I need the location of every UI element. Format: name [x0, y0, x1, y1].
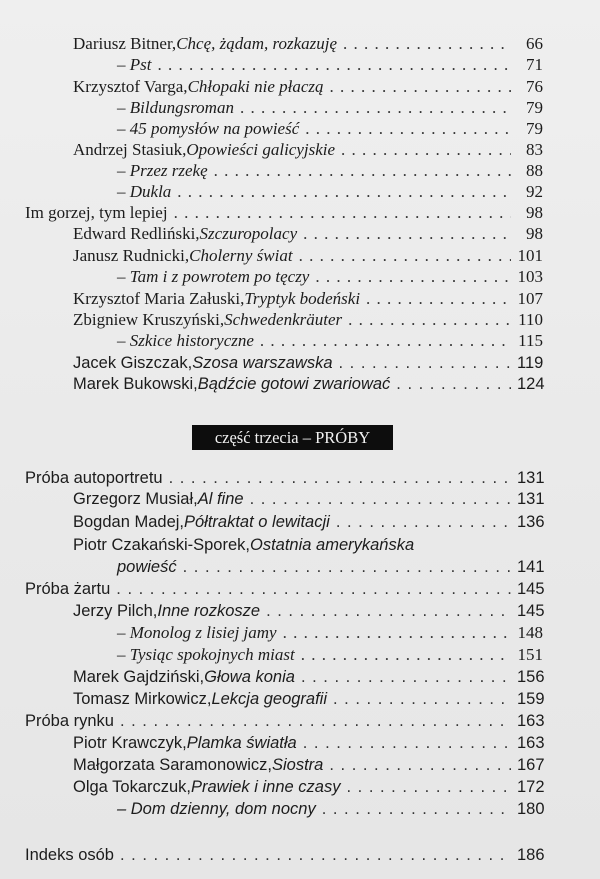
entry-title: Tryptyk bodeński — [244, 289, 361, 308]
leader-dots — [177, 181, 511, 203]
entry-title: Prawiek i inne czasy — [191, 778, 341, 796]
entry-page: 88 — [526, 161, 543, 180]
leader-dots — [157, 54, 511, 76]
entry-title: Bądźcie gotowi zwariować — [197, 375, 391, 393]
leader-dots — [301, 666, 511, 688]
entry-page: 141 — [517, 558, 545, 576]
leader-dots — [183, 556, 511, 578]
leader-dots — [174, 202, 511, 224]
leader-dots — [315, 266, 511, 288]
entry-page: 163 — [517, 712, 545, 730]
leader-dots — [266, 600, 511, 622]
entry-title: Chcę, żądam, rozkazuję — [176, 34, 338, 53]
entry-page: 66 — [526, 34, 543, 53]
leader-dots — [120, 710, 511, 732]
entry-author: Olga Tokarczuk, — [73, 778, 191, 796]
entry-page: 151 — [517, 645, 543, 664]
leader-dots — [169, 467, 511, 489]
leader-dots — [346, 776, 511, 798]
entry-page: 156 — [517, 668, 545, 686]
entry-page: 163 — [517, 734, 545, 752]
leader-dots — [305, 118, 511, 140]
entry-author: Jacek Giszczak, — [73, 354, 193, 372]
toc-entry — [73, 666, 543, 688]
entry-page: 76 — [526, 77, 543, 96]
leader-dots — [348, 309, 511, 331]
leader-dots — [341, 139, 511, 161]
toc-entry — [73, 754, 543, 776]
toc-entry — [73, 288, 543, 310]
entry-page: 71 — [526, 55, 543, 74]
entry-title: Głowa konia — [204, 668, 295, 686]
entry-author: Zbigniew Kruszyński, — [73, 310, 225, 329]
toc-entry — [73, 33, 543, 55]
leader-dots — [301, 644, 511, 666]
entry-author: Grzegorz Musiał, — [73, 490, 198, 508]
toc-entry — [73, 139, 543, 161]
entry-author: Krzysztof Varga, — [73, 77, 188, 96]
toc-entry — [117, 556, 543, 578]
toc-section-heading — [25, 710, 543, 732]
part-three-banner: część trzecia – PRÓBY — [192, 425, 393, 450]
toc-entry — [73, 600, 543, 622]
entry-title: Schwedenkräuter — [224, 310, 343, 329]
toc-entry — [73, 534, 543, 556]
entry-title: – Przez rzekę — [117, 161, 208, 180]
leader-dots — [303, 223, 511, 245]
toc-entry — [73, 223, 543, 245]
entry-page: 101 — [517, 246, 543, 265]
entry-title: Chłopaki nie płaczą — [187, 77, 324, 96]
entry-title: Półtraktat o lewitacji — [184, 513, 330, 531]
toc-entry — [73, 245, 543, 267]
entry-page: 145 — [517, 580, 545, 598]
entry-title: Cholerny świat — [189, 246, 293, 265]
leader-dots — [116, 578, 511, 600]
toc-entry — [73, 373, 543, 395]
entry-page: 79 — [526, 119, 543, 138]
entry-title: Szczuropolacy — [199, 224, 298, 243]
entry-title: – Szkice historyczne — [117, 331, 254, 350]
leader-dots — [250, 488, 511, 510]
leader-dots — [283, 622, 511, 644]
entry-author: Edward Redliński, — [73, 224, 200, 243]
leader-dots — [240, 97, 511, 119]
entry-title: – Bildungsroman — [117, 98, 234, 117]
entry-page: 131 — [517, 490, 545, 508]
entry-author: Marek Gajdziński, — [73, 668, 205, 686]
section-title: Próba autoportretu — [25, 469, 163, 487]
entry-page: 167 — [517, 756, 545, 774]
entry-author: Piotr Krawczyk, — [73, 734, 187, 752]
entry-page: 131 — [517, 469, 545, 487]
toc-section-heading — [25, 202, 543, 224]
entry-title: – Pst — [117, 55, 152, 74]
entry-title: – Tysiąc spokojnych miast — [117, 645, 295, 664]
entry-page: 79 — [526, 98, 543, 117]
toc-entry — [117, 160, 543, 182]
leader-dots — [396, 373, 511, 395]
toc-entry — [117, 330, 543, 352]
entry-page: 98 — [526, 224, 543, 243]
entry-page: 115 — [518, 331, 543, 350]
toc-entry — [73, 511, 543, 533]
entry-author: Krzysztof Maria Załuski, — [73, 289, 245, 308]
entry-page: 136 — [517, 513, 545, 531]
entry-author: Piotr Czakański-Sporek, — [73, 536, 250, 554]
toc-entry — [117, 97, 543, 119]
entry-author: Marek Bukowski, — [73, 375, 198, 393]
entry-title: powieść — [117, 558, 177, 576]
leader-dots — [299, 245, 511, 267]
toc-entry — [73, 688, 543, 710]
entry-title: – Tam i z powrotem po tęczy — [117, 267, 310, 286]
leader-dots — [330, 76, 511, 98]
toc-entry — [117, 798, 543, 820]
toc-section-heading — [25, 467, 543, 489]
entry-page: 110 — [518, 310, 543, 329]
toc-entry — [73, 732, 543, 754]
entry-page: 159 — [517, 690, 545, 708]
entry-author: Małgorzata Saramonowicz, — [73, 756, 272, 774]
entry-page: 92 — [526, 182, 543, 201]
entry-author: Dariusz Bitner, — [73, 34, 177, 53]
entry-title: – Monolog z lisiej jamy — [117, 623, 277, 642]
entry-title: – Dom dzienny, dom nocny — [117, 800, 316, 818]
entry-title: Plamka światła — [186, 734, 297, 752]
toc-entry — [73, 76, 543, 98]
toc-entry — [117, 181, 543, 203]
entry-page: 172 — [517, 778, 545, 796]
section-title: Indeks osób — [25, 846, 114, 864]
toc-entry — [117, 54, 543, 76]
toc-entry — [73, 309, 543, 331]
leader-dots — [343, 33, 511, 55]
entry-page: 119 — [517, 354, 544, 372]
entry-author: Bogdan Madej, — [73, 513, 184, 531]
leader-dots — [120, 844, 511, 866]
entry-title: Al fine — [197, 490, 244, 508]
entry-title: – 45 pomysłów na powieść — [117, 119, 300, 138]
toc-entry — [117, 644, 543, 666]
section-title: Próba rynku — [25, 712, 114, 730]
entry-page: 107 — [517, 289, 543, 308]
entry-title: – Dukla — [117, 182, 172, 201]
entry-page: 148 — [517, 623, 543, 642]
entry-title: Siostra — [272, 756, 324, 774]
leader-dots — [322, 798, 511, 820]
entry-author: Andrzej Stasiuk, — [73, 140, 187, 159]
entry-page: 180 — [517, 800, 545, 818]
entry-title: Ostatnia amerykańska — [249, 536, 415, 554]
toc-entry — [117, 266, 543, 288]
toc-entry — [117, 118, 543, 140]
entry-author: Tomasz Mirkowicz, — [73, 690, 212, 708]
toc-section-heading — [25, 578, 543, 600]
leader-dots — [336, 511, 511, 533]
entry-author: Janusz Rudnicki, — [73, 246, 190, 265]
entry-title: Szosa warszawska — [192, 354, 333, 372]
leader-dots — [303, 732, 511, 754]
leader-dots — [333, 688, 511, 710]
entry-title: Inne rozkosze — [157, 602, 261, 620]
toc-entry — [117, 622, 543, 644]
toc-entry — [73, 488, 543, 510]
entry-page: 98 — [526, 203, 543, 222]
leader-dots — [329, 754, 511, 776]
entry-page: 186 — [517, 846, 545, 864]
leader-dots — [214, 160, 511, 182]
entry-page: 103 — [517, 267, 543, 286]
entry-page: 83 — [526, 140, 543, 159]
section-title: Próba żartu — [25, 580, 111, 598]
entry-author: Jerzy Pilch, — [73, 602, 158, 620]
entry-title: Opowieści galicyjskie — [186, 140, 336, 159]
toc-index-entry — [25, 844, 543, 866]
leader-dots — [366, 288, 511, 310]
leader-dots — [339, 352, 511, 374]
section-title: Im gorzej, tym lepiej — [25, 203, 168, 222]
leader-dots — [260, 330, 511, 352]
toc-entry — [73, 352, 543, 374]
entry-page: 124 — [517, 375, 545, 393]
toc-entry — [73, 776, 543, 798]
entry-page: 145 — [517, 602, 545, 620]
entry-title: Lekcja geografii — [211, 690, 328, 708]
